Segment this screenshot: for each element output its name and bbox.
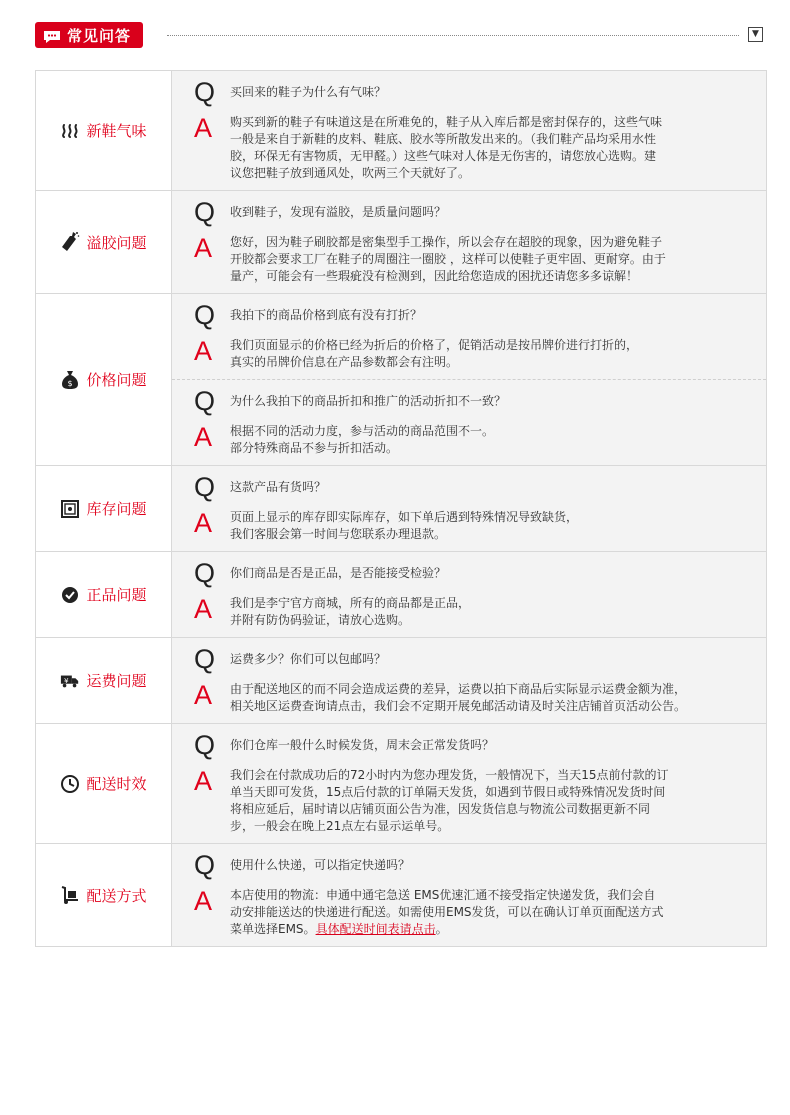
question-text: 运费多少？你们可以包邮吗？ (230, 652, 387, 666)
qa-item (172, 644, 766, 723)
answer-row (194, 680, 752, 715)
answer-text-block (226, 233, 666, 285)
answer-tail: 。 (435, 922, 448, 936)
answer-text: 您好，因为鞋子刷胶都是密集型手工操作，所以会存在超胶的现象，因为避免鞋子 开胶都会要求工厂在鞋子的周圈注一圈胶 ，这样可以使鞋子更牢固、更耐穿。由于 量产，可能会有一些瑕疵没有检测到，因此给您造成的困扰还请您多多谅解！ (230, 235, 666, 283)
answer-text: 我们是李宁官方商城，所有的商品都是正品， 并附有防伪码验证，请放心选购。 (230, 596, 471, 627)
category-cell (36, 552, 172, 637)
answer-text: 购买到新的鞋子有味道这是在所难免的，鞋子从入库后都是密封保存的，这些气味 一般是来自于新鞋的皮料、鞋底、胶水等所散发出来的。（我们鞋产品均采用水性 胶，环保无有害物质，无甲醛。）这些气味对人体是无伤害的，请您放心选购。建 议您把鞋子放到通风处，吹两三个天就好了。 (230, 115, 663, 180)
question-text: 为什么我拍下的商品折扣和推广的活动折扣不一致？ (230, 394, 507, 408)
question-text: 你们商品是否是正品，是否能接受检验？ (230, 566, 447, 580)
question-marker: Q (194, 300, 216, 330)
header-divider (167, 35, 739, 36)
answer-marker: A (194, 336, 213, 366)
faq-section (36, 638, 766, 724)
smell-icon (60, 121, 80, 141)
category-cell (36, 724, 172, 843)
category-cell (36, 294, 172, 465)
category-label: 配送时效 (86, 775, 147, 793)
answer-marker: A (194, 680, 213, 710)
answer-marker: A (194, 594, 213, 624)
faq-section (36, 71, 766, 191)
category-cell (36, 71, 172, 190)
question-marker: Q (194, 197, 216, 227)
answer-row (194, 594, 752, 629)
category-cell (36, 191, 172, 293)
answer-marker: A (194, 766, 213, 796)
qa-content (172, 844, 766, 946)
question-marker: Q (194, 386, 216, 416)
svg-text:¥: ¥ (64, 675, 70, 685)
faq-header-tag (35, 22, 143, 48)
question-text: 买回来的鞋子为什么有气味？ (230, 85, 387, 99)
answer-text-block (226, 886, 664, 938)
qa-item (172, 730, 766, 843)
answer-text: 我们会在付款成功后的72小时内为您办理发货，一般情况下，当天15点前付款的订 单当天即可发货，15点后付款的订单隔天发货，如遇到节假日或特殊情况发货时间 将相应延后，届时请以店铺页面公告为准，因发货信息与物流公司数据更新不同 步，一般会在晚上21点左右显示运单号。 (230, 768, 669, 833)
category-cell (36, 844, 172, 946)
question-row (194, 644, 752, 674)
answer-marker: A (194, 508, 213, 538)
question-row (194, 386, 752, 416)
category-label: 运费问题 (86, 672, 147, 690)
safe-icon (60, 499, 80, 519)
category-label: 新鞋气味 (86, 122, 147, 140)
qa-content (172, 638, 766, 723)
faq-section (36, 466, 766, 552)
category-cell (36, 638, 172, 723)
answer-row (194, 336, 752, 371)
question-marker: Q (194, 850, 216, 880)
answer-marker: A (194, 422, 213, 452)
answer-text-block (226, 508, 578, 543)
category-label: 配送方式 (86, 886, 147, 905)
question-marker: Q (194, 644, 216, 674)
faq-section (36, 552, 766, 638)
category-label: 库存问题 (86, 500, 147, 518)
qa-item (172, 300, 766, 379)
qa-item (172, 77, 766, 190)
delivery-truck-icon (60, 671, 80, 691)
qa-item (172, 850, 766, 946)
qa-item (172, 558, 766, 637)
question-text: 收到鞋子，发现有溢胶，是质量问题吗？ (230, 205, 447, 219)
answer-text-block (226, 422, 494, 457)
answer-text: 我们页面显示的价格已经为折后的价格了，促销活动是按吊牌价进行打折的， 真实的吊牌价信息在产品参数都会有注明。 (230, 338, 639, 369)
qa-content (172, 191, 766, 293)
faq-section (36, 724, 766, 844)
chat-bubble-icon (43, 29, 61, 42)
glue-bottle-icon (60, 232, 80, 252)
category-cell (36, 466, 172, 551)
delivery-schedule-link[interactable]: 具体配送时间表请点击 (315, 922, 436, 936)
faq-table (35, 70, 767, 947)
answer-row (194, 422, 752, 457)
answer-marker: A (194, 233, 213, 263)
question-marker: Q (194, 472, 216, 502)
qa-item (172, 197, 766, 293)
category-label: 正品问题 (86, 586, 147, 604)
answer-row (194, 886, 752, 938)
answer-marker: A (194, 886, 213, 916)
question-marker: Q (194, 730, 216, 760)
question-text: 你们仓库一般什么时候发货，周末会正常发货吗？ (230, 738, 495, 752)
answer-text: 由于配送地区的而不同会造成运费的差异，运费以拍下商品后实际显示运费金额为准， 相关地区运费查询请点击，我们会不定期开展免邮活动请及时关注店铺首页活动公告。 (230, 682, 687, 713)
answer-marker: A (194, 113, 213, 143)
question-row (194, 197, 752, 227)
question-row (194, 472, 752, 502)
question-row (194, 300, 752, 330)
question-text: 我拍下的商品价格到底有没有打折？ (230, 308, 423, 322)
question-marker: Q (194, 558, 216, 588)
qa-content (172, 552, 766, 637)
faq-header-title: 常见问答 (67, 26, 132, 45)
qa-content (172, 71, 766, 190)
question-marker: Q (194, 77, 216, 107)
question-row (194, 77, 752, 107)
hand-truck-icon (60, 885, 80, 905)
answer-text: 根据不同的活动力度，参与活动的商品范围不一。 部分特殊商品不参与折扣活动。 (230, 424, 495, 455)
faq-section (36, 294, 766, 466)
question-text: 这款产品有货吗？ (230, 480, 327, 494)
svg-text:$: $ (67, 378, 74, 388)
answer-text-block (226, 336, 638, 371)
qa-item (172, 379, 766, 465)
faq-header (35, 22, 765, 48)
qa-content (172, 724, 766, 843)
qa-content (172, 294, 766, 465)
answer-text-block (226, 113, 662, 182)
answer-text-block (226, 680, 686, 715)
check-circle-icon (60, 585, 80, 605)
answer-row (194, 508, 752, 543)
qa-content (172, 466, 766, 551)
answer-row (194, 766, 752, 835)
answer-text: 本店使用的物流：申通中通宅急送 EMS优速汇通不接受指定快递发货，我们会自 动安排能送达的快递进行配送。如需使用EMS发货，可以在确认订单页面配送方式 菜单选择EMS。 (230, 888, 664, 936)
answer-text-block (226, 594, 470, 629)
money-bag-icon (60, 370, 80, 390)
faq-section (36, 844, 766, 947)
question-text: 使用什么快递，可以指定快递吗？ (230, 858, 411, 872)
question-row (194, 558, 752, 588)
category-label: 溢胶问题 (86, 233, 147, 252)
question-row (194, 730, 752, 760)
answer-text-block (226, 766, 669, 835)
answer-text: 页面上显示的库存即实际库存，如下单后遇到特殊情况导致缺货， 我们客服会第一时间与您联系办理退款。 (230, 510, 579, 541)
question-row (194, 850, 752, 880)
collapse-toggle-icon[interactable]: ▼ (748, 27, 763, 42)
answer-row (194, 233, 752, 285)
faq-section (36, 191, 766, 294)
clock-icon (60, 774, 80, 794)
answer-row (194, 113, 752, 182)
qa-item (172, 472, 766, 551)
category-label: 价格问题 (86, 371, 147, 389)
